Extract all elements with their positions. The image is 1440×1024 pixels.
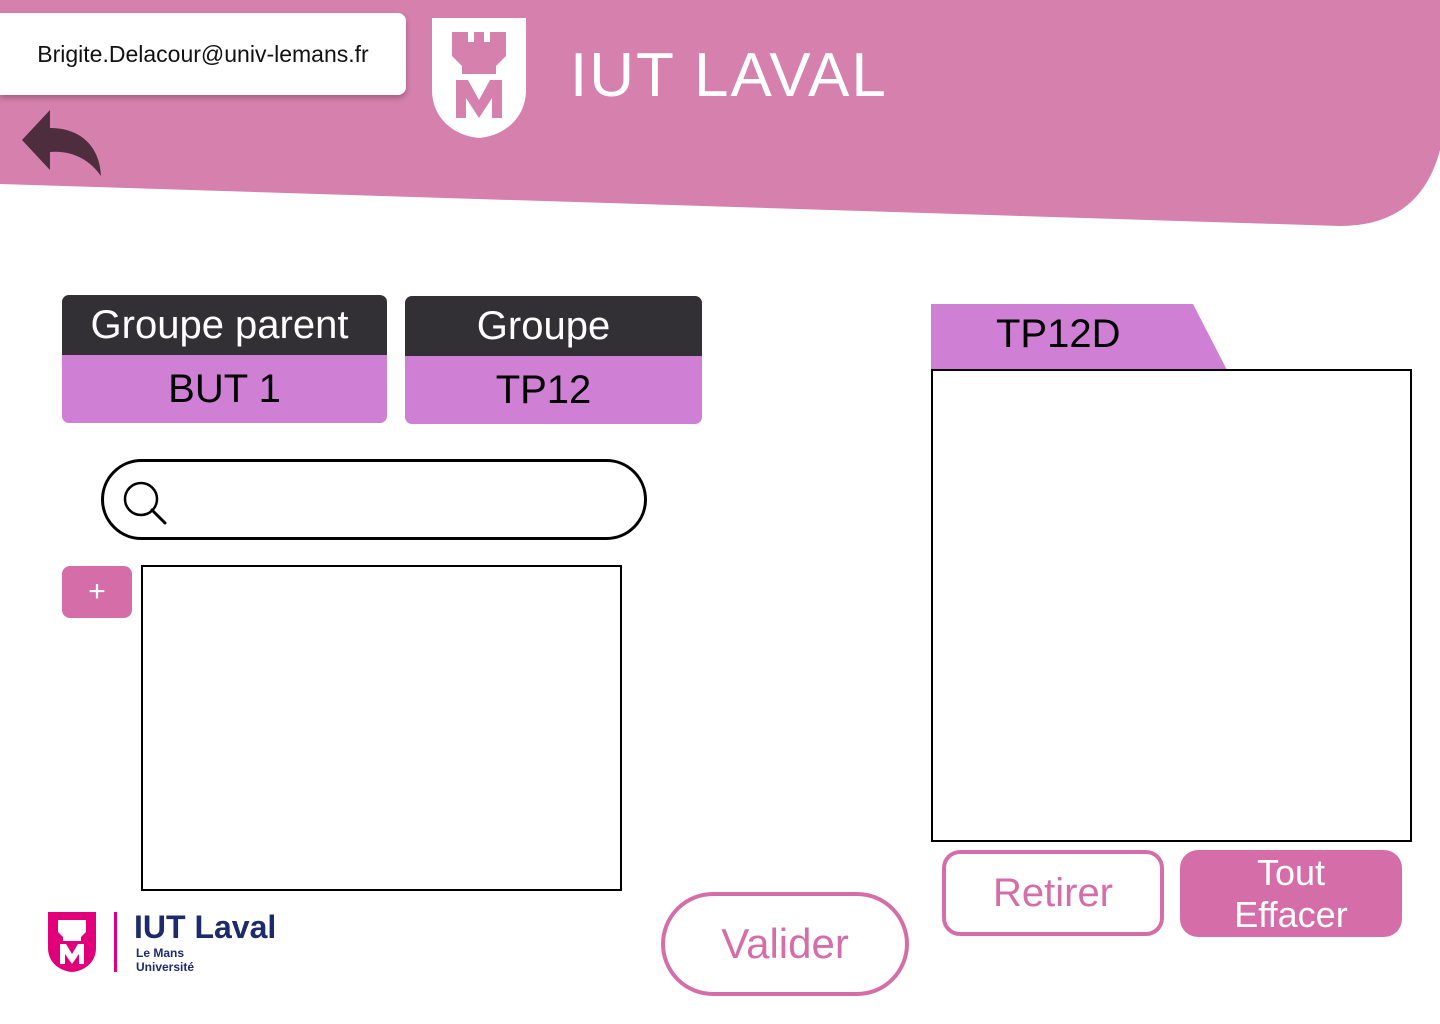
parent-group-label: Groupe parent bbox=[62, 295, 387, 355]
group-selector[interactable] bbox=[405, 296, 702, 424]
user-email-badge: Brigite.Delacour@univ-lemans.fr bbox=[0, 13, 406, 95]
remove-button[interactable]: Retirer bbox=[942, 850, 1164, 936]
add-button[interactable]: + bbox=[62, 566, 132, 618]
app-title: IUT LAVAL bbox=[570, 41, 888, 110]
footer-brand-sub bbox=[136, 946, 194, 974]
clear-all-label-line1: Tout bbox=[1256, 851, 1326, 893]
clear-all-button[interactable] bbox=[1180, 850, 1402, 937]
back-arrow-icon[interactable] bbox=[20, 108, 104, 178]
search-input[interactable] bbox=[180, 474, 624, 528]
group-label: Groupe bbox=[405, 296, 702, 356]
group-value[interactable]: TP12 bbox=[405, 356, 702, 424]
footer-brand-name: IUT Laval bbox=[134, 909, 277, 945]
panel-tab-label: TP12D bbox=[996, 312, 1121, 356]
selected-members-list[interactable] bbox=[931, 369, 1412, 842]
iut-shield-logo-icon bbox=[432, 18, 526, 138]
search-icon bbox=[122, 480, 168, 526]
footer-shield-icon bbox=[48, 912, 96, 972]
footer-logo bbox=[48, 909, 298, 974]
parent-group-value[interactable]: BUT 1 bbox=[62, 355, 387, 423]
student-list[interactable] bbox=[141, 565, 622, 891]
footer-divider bbox=[114, 912, 117, 972]
footer-brand-sub-line2: Université bbox=[136, 960, 195, 974]
validate-button[interactable]: Valider bbox=[661, 892, 909, 996]
parent-group-selector[interactable] bbox=[62, 295, 387, 423]
footer-brand-sub-line1: Le Mans bbox=[136, 946, 185, 960]
search-bar[interactable] bbox=[101, 459, 647, 540]
clear-all-label-line2: Effacer bbox=[1234, 893, 1348, 935]
